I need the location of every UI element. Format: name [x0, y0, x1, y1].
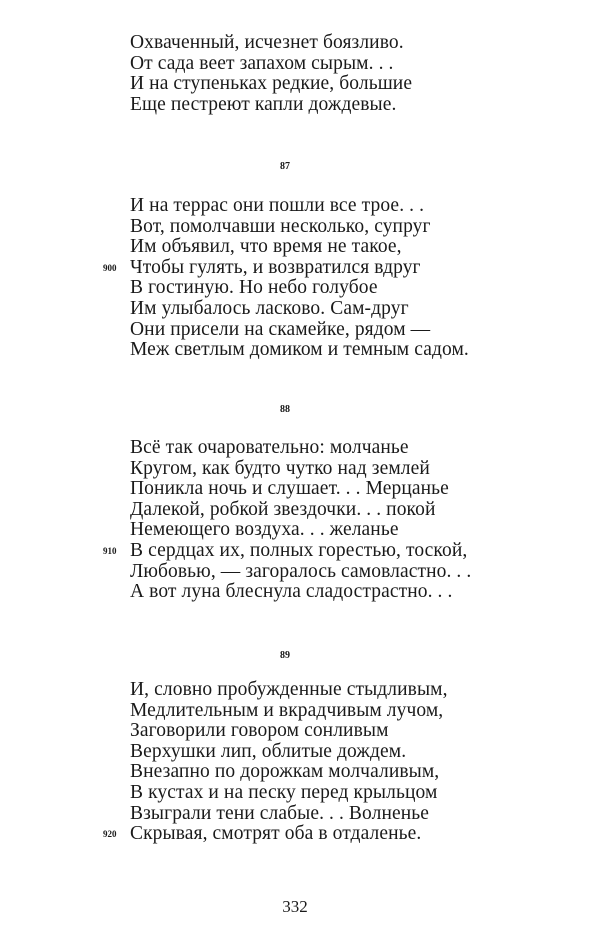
verse-line — [130, 783, 570, 804]
stanza-number: 87 — [280, 161, 290, 172]
line-text: В гостиную. Но небо голубое — [130, 277, 378, 299]
line-text: Внезапно по дорожкам молчаливым, — [130, 761, 440, 783]
verse-line — [130, 74, 570, 95]
page-number: 332 — [282, 897, 308, 916]
verse-line — [103, 823, 570, 845]
line-text: Медлительным и вкрадчивым лучом, — [130, 699, 444, 721]
line-text: Им объявил, что время не такое, — [130, 236, 402, 258]
line-text: Верхушки лип, облитые дождем. — [130, 740, 407, 762]
verse-line — [130, 804, 570, 825]
verse-line — [130, 438, 570, 459]
verse-line — [103, 256, 570, 279]
line-text: Всё так очаровательно: молчанье — [130, 437, 409, 458]
line-text: Далекой, робкой звездочки. . . покой — [130, 498, 436, 520]
stanza-number: 88 — [280, 404, 290, 415]
verse-line — [130, 479, 570, 500]
verse-line — [130, 320, 570, 341]
line-text: В сердцах их, полных горестью, тоской, — [130, 539, 468, 561]
line-text: И на ступеньках редкие, большие — [130, 73, 413, 95]
line-text: Немеющего воздуха. . . желанье — [130, 519, 399, 541]
verse-line — [130, 500, 570, 521]
line-text: Они присели на скамейке, рядом — — [130, 318, 431, 340]
verse-line — [130, 95, 570, 116]
verse-line — [130, 520, 570, 541]
line-text: От сада веет запахом сырым. . . — [130, 52, 394, 74]
stanza-86-continuation — [130, 33, 570, 115]
line-text: Любовью, — загоралось самовластно. . . — [130, 560, 472, 582]
stanza-88 — [103, 437, 570, 603]
verse-line — [130, 582, 570, 603]
line-text: Поникла ночь и слушает. . . Мерцанье — [130, 478, 449, 500]
line-text: Заговорили говором сонливым — [130, 720, 389, 742]
verse-line — [130, 742, 570, 763]
line-number: 900 — [103, 262, 117, 273]
line-number: 920 — [103, 829, 117, 840]
verse-line — [103, 539, 570, 562]
line-text: Вот, помолчавши несколько, супруг — [130, 215, 431, 237]
line-text: Охваченный, исчезнет боязливо. — [130, 32, 404, 53]
line-text: В кустах и на песку перед крыльцом — [130, 781, 438, 803]
verse-line — [130, 562, 570, 583]
line-text: Меж светлым домиком и темным садом. — [130, 339, 469, 361]
line-text: Чтобы гулять, и возвратился вдруг — [130, 256, 421, 278]
verse-line — [130, 459, 570, 480]
verse-line — [130, 721, 570, 742]
stanza-89 — [103, 679, 570, 845]
line-text: И, словно пробужденные стыдливым, — [130, 679, 448, 700]
line-text: А вот луна блеснула сладострастно. . . — [130, 581, 453, 603]
line-text: Кругом, как будто чутко над землей — [130, 457, 430, 479]
verse-line — [130, 701, 570, 722]
verse-line — [130, 340, 570, 361]
line-text: Им улыбалось ласково. Сам-друг — [130, 297, 409, 319]
verse-line — [130, 680, 570, 701]
line-text: И на террас они пошли все трое. . . — [130, 195, 425, 216]
verse-line — [130, 217, 570, 238]
line-text: Взыграли тени слабые. . . Волненье — [130, 802, 430, 824]
line-text: Скрывая, смотрят оба в отдаленье. — [130, 823, 422, 845]
verse-line — [130, 196, 570, 217]
line-text: Еще пестреют капли дождевые. — [130, 93, 397, 115]
stanza-number: 89 — [280, 650, 290, 661]
stanza-87 — [103, 195, 570, 361]
verse-line — [130, 237, 570, 258]
verse-line — [130, 54, 570, 75]
line-number: 910 — [103, 545, 117, 556]
verse-line — [130, 762, 570, 783]
verse-line — [130, 278, 570, 299]
verse-line — [130, 33, 570, 54]
verse-line — [130, 299, 570, 320]
